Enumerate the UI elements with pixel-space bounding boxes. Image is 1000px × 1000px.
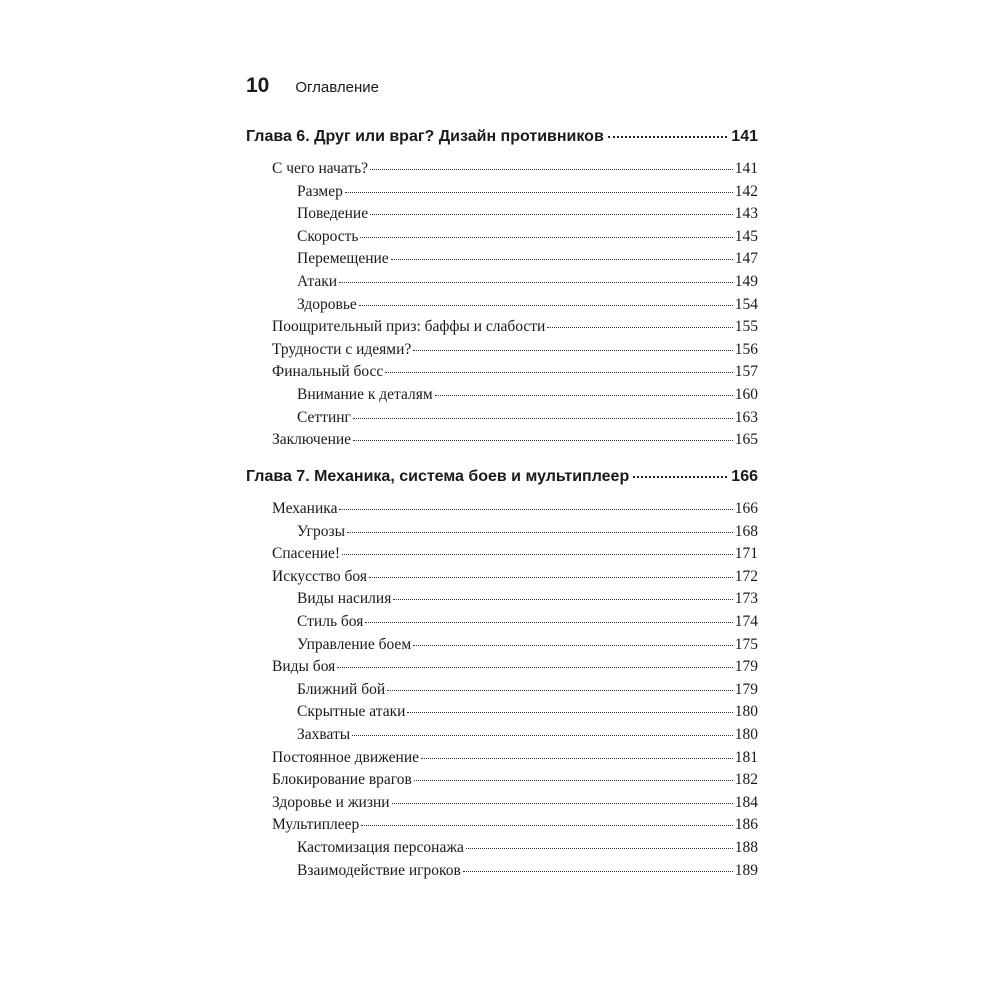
toc-entry[interactable] bbox=[246, 500, 758, 523]
section-name: Оглавление bbox=[295, 79, 379, 96]
chapter-heading[interactable] bbox=[246, 128, 758, 152]
toc-entry-title: Здоровье bbox=[297, 295, 357, 313]
toc-entry-title: Виды насилия bbox=[297, 590, 392, 608]
toc-entry-page: 156 bbox=[734, 340, 758, 358]
chapter-6 bbox=[246, 128, 758, 454]
toc-entry[interactable] bbox=[246, 183, 758, 206]
dot-leader bbox=[413, 350, 732, 351]
page-number: 10 bbox=[246, 74, 270, 97]
toc-entry-page: 145 bbox=[734, 227, 758, 245]
toc-entry[interactable] bbox=[246, 386, 758, 409]
toc-entry-page: 154 bbox=[734, 295, 758, 313]
toc-entry-title: Ближний бой bbox=[297, 680, 386, 698]
dot-leader bbox=[361, 825, 732, 826]
toc-entry-page: 173 bbox=[734, 590, 758, 608]
dot-leader bbox=[339, 509, 732, 510]
dot-leader bbox=[353, 418, 733, 419]
toc-entry-page: 181 bbox=[734, 748, 758, 766]
dot-leader bbox=[339, 282, 733, 283]
dot-leader bbox=[547, 327, 732, 328]
dot-leader bbox=[345, 192, 733, 193]
toc-entry[interactable] bbox=[246, 363, 758, 386]
toc-entry-page: 165 bbox=[734, 431, 758, 449]
dot-leader bbox=[365, 622, 732, 623]
toc-entry-title: Спасение! bbox=[272, 545, 341, 563]
toc-entry-title: Искусство боя bbox=[272, 567, 367, 585]
toc-entry[interactable] bbox=[246, 839, 758, 862]
dot-leader bbox=[414, 780, 733, 781]
dot-leader bbox=[387, 690, 733, 691]
toc-entry[interactable] bbox=[246, 160, 758, 183]
dot-leader bbox=[608, 136, 728, 138]
dot-leader bbox=[369, 577, 733, 578]
toc-entry-title: Внимание к деталям bbox=[297, 385, 433, 403]
toc-entry-title: Взаимодействие игроков bbox=[297, 861, 461, 879]
toc-entry[interactable] bbox=[246, 590, 758, 613]
chapter-heading-page: 166 bbox=[731, 468, 758, 485]
toc-entry-page: 141 bbox=[734, 160, 758, 177]
dot-leader bbox=[360, 237, 732, 238]
toc-entry-page: 175 bbox=[734, 635, 758, 653]
chapter-heading-title: Глава 6. Друг или враг? Дизайн противников bbox=[246, 128, 604, 145]
toc-entry-title: Блокирование врагов bbox=[272, 771, 412, 789]
chapter-heading[interactable] bbox=[246, 468, 758, 492]
toc-entries bbox=[246, 160, 758, 454]
toc-entry-title: Постоянное движение bbox=[272, 748, 420, 766]
dot-leader bbox=[391, 259, 733, 260]
dot-leader bbox=[392, 803, 733, 804]
toc-entry-page: 180 bbox=[734, 703, 758, 721]
dot-leader bbox=[466, 848, 733, 849]
toc-entry[interactable] bbox=[246, 636, 758, 659]
running-head bbox=[246, 74, 379, 100]
toc-entry[interactable] bbox=[246, 431, 758, 454]
toc-entry[interactable] bbox=[246, 250, 758, 273]
toc-entry-page: 155 bbox=[734, 318, 758, 336]
toc-entry[interactable] bbox=[246, 318, 758, 341]
toc-entry-page: 189 bbox=[734, 861, 758, 879]
toc-entry-title: Стиль боя bbox=[297, 612, 364, 630]
toc-entry-page: 179 bbox=[734, 680, 758, 698]
toc-entry[interactable] bbox=[246, 205, 758, 228]
toc-entry-page: 172 bbox=[734, 567, 758, 585]
toc-entry[interactable] bbox=[246, 568, 758, 591]
chapter-7 bbox=[246, 468, 758, 884]
toc-entry[interactable] bbox=[246, 771, 758, 794]
toc-entry-title: Финальный босс bbox=[272, 363, 384, 381]
toc-entry-page: 147 bbox=[734, 250, 758, 268]
toc-entry[interactable] bbox=[246, 273, 758, 296]
toc-entry[interactable] bbox=[246, 341, 758, 364]
dot-leader bbox=[393, 599, 732, 600]
dot-leader bbox=[633, 476, 727, 478]
dot-leader bbox=[353, 440, 733, 441]
toc-entry[interactable] bbox=[246, 296, 758, 319]
dot-leader bbox=[370, 169, 733, 170]
toc-entry-page: 179 bbox=[734, 658, 758, 676]
toc-entry-title: Виды боя bbox=[272, 658, 336, 676]
dot-leader bbox=[407, 712, 732, 713]
toc-entry-title: Поведение bbox=[297, 205, 369, 223]
toc-entry-title: Угрозы bbox=[297, 522, 346, 540]
toc-entry[interactable] bbox=[246, 681, 758, 704]
toc-entry[interactable] bbox=[246, 228, 758, 251]
dot-leader bbox=[435, 395, 733, 396]
toc-entry-page: 171 bbox=[734, 545, 758, 563]
toc-entry-page: 168 bbox=[734, 522, 758, 540]
toc-entry-title: Заключение bbox=[272, 431, 352, 449]
toc-entry-page: 149 bbox=[734, 272, 758, 290]
dot-leader bbox=[421, 758, 733, 759]
toc-entry-page: 182 bbox=[734, 771, 758, 789]
toc-entry[interactable] bbox=[246, 658, 758, 681]
dot-leader bbox=[385, 372, 732, 373]
toc-entry-page: 166 bbox=[734, 500, 758, 517]
toc-entry-page: 180 bbox=[734, 725, 758, 743]
dot-leader bbox=[342, 554, 733, 555]
toc-entry[interactable] bbox=[246, 409, 758, 432]
toc-entry-page: 186 bbox=[734, 816, 758, 834]
dot-leader bbox=[337, 667, 732, 668]
toc-entry-title: С чего начать? bbox=[272, 160, 369, 177]
toc-entry-title: Поощрительный приз: баффы и слабости bbox=[272, 318, 546, 336]
dot-leader bbox=[463, 871, 733, 872]
toc-entry[interactable] bbox=[246, 862, 758, 885]
toc-entry[interactable] bbox=[246, 726, 758, 749]
toc-entry-title: Трудности с идеями? bbox=[272, 340, 412, 358]
chapter-heading-title: Глава 7. Механика, система боев и мультиплеер bbox=[246, 468, 630, 485]
toc-entry-title: Механика bbox=[272, 500, 338, 517]
toc-entry-title: Скрытные атаки bbox=[297, 703, 406, 721]
toc-entries bbox=[246, 500, 758, 884]
toc-entry[interactable] bbox=[246, 613, 758, 636]
toc-entry-title: Кастомизация персонажа bbox=[297, 838, 464, 856]
toc-entry-title: Сеттинг bbox=[297, 408, 351, 426]
toc-entry[interactable] bbox=[246, 545, 758, 568]
toc-entry-page: 142 bbox=[734, 182, 758, 200]
dot-leader bbox=[370, 214, 733, 215]
toc-entry[interactable] bbox=[246, 816, 758, 839]
toc-entry-page: 184 bbox=[734, 793, 758, 811]
toc-entry-title: Скорость bbox=[297, 227, 359, 245]
dot-leader bbox=[359, 305, 733, 306]
toc-entry-title: Здоровье и жизни bbox=[272, 793, 390, 811]
toc-entry-page: 188 bbox=[734, 838, 758, 856]
toc-entry-page: 163 bbox=[734, 408, 758, 426]
toc-entry-page: 143 bbox=[734, 205, 758, 223]
dot-leader bbox=[352, 735, 733, 736]
toc-entry-title: Мультиплеер bbox=[272, 816, 360, 834]
chapter-heading-page: 141 bbox=[731, 128, 758, 145]
toc-entry[interactable] bbox=[246, 703, 758, 726]
toc-entry[interactable] bbox=[246, 749, 758, 772]
toc-entry-page: 160 bbox=[734, 385, 758, 403]
toc-entry-title: Захваты bbox=[297, 725, 351, 743]
dot-leader bbox=[347, 532, 733, 533]
toc-entry-title: Перемещение bbox=[297, 250, 389, 268]
dot-leader bbox=[413, 645, 733, 646]
toc-entry-title: Управление боем bbox=[297, 635, 412, 653]
toc-entry-title: Атаки bbox=[297, 272, 338, 290]
toc-entry-title: Размер bbox=[297, 182, 343, 200]
toc-entry[interactable] bbox=[246, 794, 758, 817]
toc-entry-page: 157 bbox=[734, 363, 758, 381]
toc-entry[interactable] bbox=[246, 523, 758, 546]
toc-entry-page: 174 bbox=[734, 612, 758, 630]
